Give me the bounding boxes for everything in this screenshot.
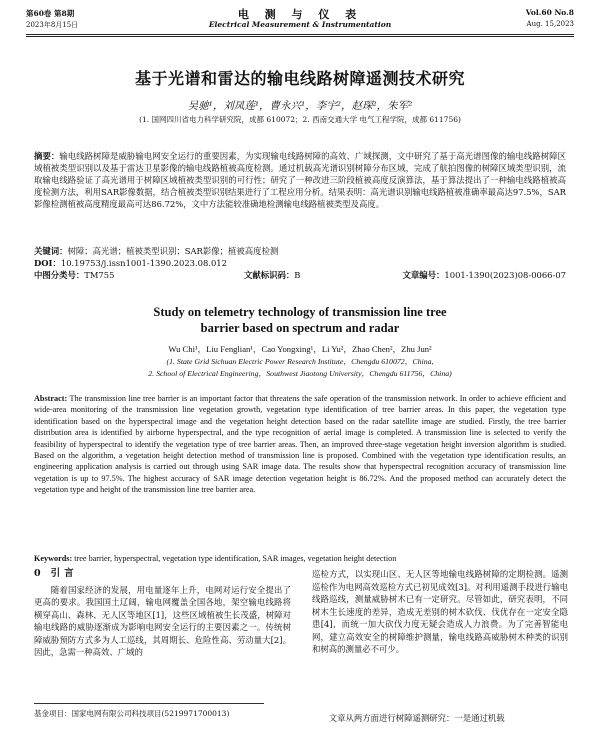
doi-label: DOI： xyxy=(34,258,61,268)
journal-name-en: Electrical Measurement & Instrumentation xyxy=(208,20,392,29)
affiliation-en-1: (1. State Grid Sichuan Electric Power Research Institute，Chengdu 610072，China, xyxy=(166,357,434,366)
volume-issue-en: Vol.60 No.8 xyxy=(525,8,574,17)
intro-paragraph-right: 巡检方式，以实现山区、无人区等地输电线路树障的定期检测。遥测巡检作为电网高效巡检方式已初见成效[3]。对利用遥测手段进行输电线路巡线，测量威胁树木已有一定研究。尽管如此，研究表明，不同树木生长速度的差异，造成无差别的树木砍伐、伐优存在一定安全隐患[4]，而统一加大砍伐力度无疑会造成人力浪费。为了完善智能电网，建立高效安全的树障维护测量，输电线路高威胁树木种类的识别和树高的测量必不可少。 xyxy=(312,569,568,654)
intro-paragraph-right-next: 文章从两方面进行树障遥测研究：一是通过机载 xyxy=(328,713,505,723)
keywords-cn xyxy=(34,245,566,257)
section-heading: 0 引言 xyxy=(34,568,78,579)
abstract-en-label: Abstract: xyxy=(34,394,68,403)
authors-en: Wu Chi¹，Liu Fenglian¹，Cao Yongxing¹，Li Yu²，Zhao Chen²，Zhu Jun² xyxy=(168,344,432,354)
paper-title-en: Study on telemetry technology of transmission line tree barrier based on spectrum and radar xyxy=(153,305,447,335)
abstract-en-text: The transmission line tree barrier is an important factor that threatens the safe operation of the transmission network. In order to achieve efficient and wide-area monitoring of the transmission line vegetation growth, vegetation type identification of tree barrier areas. In this paper, the vegetation type identification based on the hyperspectral image and the vegetation height detection based on the radar satellite image are studied. Firstly, the tree barrier distribution area is identified by airborne hyperspectral, and the type recognition of aerial image is completed. A transmission line is selected to verify the feasibility of hyperspectral to identify the vegetation type of tree barrier areas. Then, an improved three-stage vegetation height inversion algorithm is studied. Based on the algorithm, a vegetation height detection method of transmission line is proposed. Combined with the vegetation type identification results, an engineering application analysis is carried out through using SAR image data. The results show that hyperspectral recognition accuracy of transmission line vegetation is up to 97.5%. The highest accuracy of SAR image detection vegetation height is 86.72%. And the proposed method can accurately detect the vegetation type and height of the transmission line tree barrier area. xyxy=(34,394,567,495)
abstract-cn-text: 输电线路树障是威胁输电网安全运行的重要因素，为实现输电线路树障的高效、广域探测，文中研究了基于高光谱图像的输电线路树障区域植被类型识别以及基于雷达卫星影像的输电线路植被高度检测。通过机载高光谱识别树障分布区域，完成了航拍图像的树障区域类型识别，流取输电线路验证了高光谱用于树障区域植被类型识别的可行性；研究了一种改进三阶段植被高度反演算法，基于算法提出了一种输电线路植被高度检测方法，利用SAR影像数据，结合植被类型识别结果进行了工程应用分析。结果表明：高光谱识别输电线路植被准确率最高达97.5%，SAR影像检测植被高度精度最高可达86.72%，文中方法能较准确地检测输电线路植被类型及高度。 xyxy=(34,151,567,210)
keywords-en xyxy=(34,553,566,564)
classification-line xyxy=(34,269,566,281)
body-left-column xyxy=(34,568,291,659)
body-right-column xyxy=(312,568,568,656)
clc-number: 中图分类号：TM755 xyxy=(34,270,115,280)
intro-paragraph-left: 随着国家经济的发展，用电量逐年上升，电网对运行安全提出了更高的要求。我国国土辽阔，输电网覆盖全国各地，架空输电线路将横穿高山、森林、无人区等地区[1]，这些区域植被生长茂盛，树障对输电线路的威胁逐渐成为影响电网安全运行的主要因素之一。传统树障威胁预防方式多为人工巡线，其周期长、危险性高、劳动量大[2]。因此，急需一种高效、广域的 xyxy=(34,584,291,657)
issue-date-cn: 2023年8月15日 xyxy=(26,21,79,29)
authors-cn: 吴驰¹，刘凤莲¹，曹永兴¹，李宇²，赵琛²，朱军² xyxy=(187,100,413,112)
keywords-en-text: tree barrier, hyperspectral, vegetation type identification, SAR images, vegetation height detection xyxy=(74,554,397,563)
running-header xyxy=(26,6,574,36)
abstract-cn xyxy=(34,150,566,210)
affiliation-en-2: 2. School of Electrical Engineering，Southwest Jiaotong University，Chengdu 611756，China) xyxy=(148,369,452,378)
article-number: 文章编号：1001-1390(2023)08-0066-07 xyxy=(402,270,566,280)
header-rule xyxy=(26,34,574,35)
funding-note: 基金项目：国家电网有限公司科技项目(5219971700013) xyxy=(34,709,230,718)
journal-name-cn: 电 测 与 仪 表 xyxy=(237,8,363,21)
document-code: 文献标识码：B xyxy=(244,270,301,280)
keywords-en-label: Keywords: xyxy=(34,554,73,563)
footnote-rule xyxy=(34,703,264,704)
issue-date-en: Aug. 15,2023 xyxy=(526,20,574,28)
header-rule-thin xyxy=(26,36,574,37)
paper-title-cn: 基于光谱和雷达的输电线路树障遥测技术研究 xyxy=(134,69,465,88)
doi xyxy=(34,257,566,269)
keywords-cn-label: 关键词： xyxy=(34,246,68,256)
abstract-cn-label: 摘要： xyxy=(34,151,60,161)
keywords-cn-text: 树障；高光谱；植被类型识别；SAR影像；植被高度检测 xyxy=(67,246,279,256)
affiliation-cn: (1. 国网四川省电力科学研究院，成都 610072；2. 西南交通大学 电气工程学院，成都 611756) xyxy=(139,115,461,124)
volume-issue: 第60卷 第8期 xyxy=(26,9,75,18)
abstract-en xyxy=(34,393,566,496)
doi-text: 10.19753/j.issn1001-1390.2023.08.012 xyxy=(60,258,227,268)
